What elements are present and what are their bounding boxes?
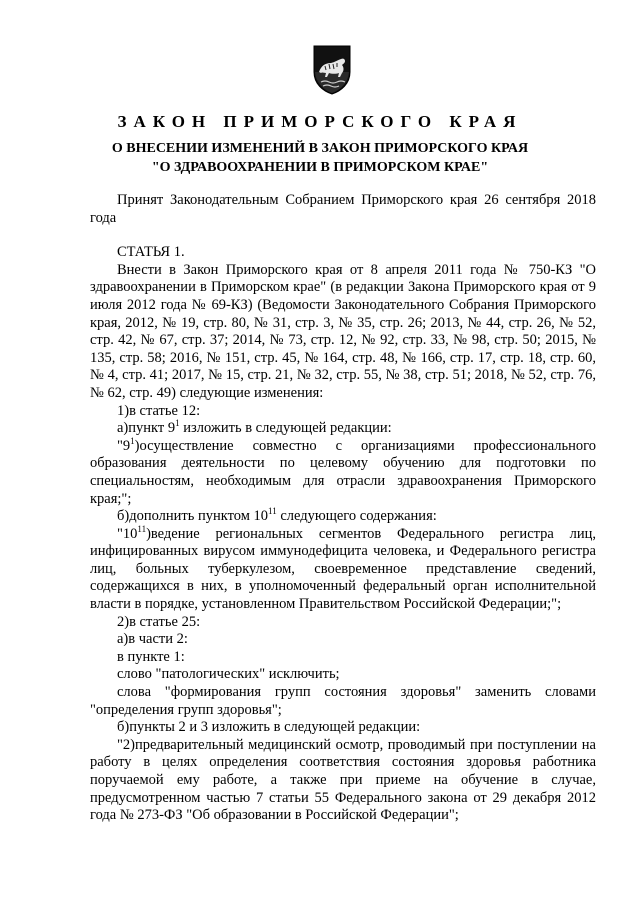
item-2b: б)пункты 2 и 3 изложить в следующей редакции:	[117, 719, 421, 736]
quote-3: "2)предварительный медицинский осмотр, проводимый при поступлении на работу в целях определения соответствия состояния здоровья работника поручаемой ему работе, а также при приеме на обучение в случае, предусмотренном частью 7 статьи 55 Федерального закона от 29 декабря 2012 года № 273-ФЗ "Об образовании в Российской Федерации";	[90, 736, 596, 824]
law-title: ЗАКОН ПРИМОРСКОГО КРАЯ	[117, 112, 523, 131]
subtitle-line-1: О ВНЕСЕНИИ ИЗМЕНЕНИЙ В ЗАКОН ПРИМОРСКОГО КРАЯ	[111, 141, 529, 156]
item-2a: а)в части 2:	[117, 631, 188, 648]
article-intro: Внести в Закон Приморского края от 8 апреля 2011 года № 750-КЗ "О здравоохранении в Приморском крае" (в редакции Закона Приморского края от 9 июля 2012 года № 69-КЗ) (Ведомости Законодательного Собрания Приморского края, 2012, № 19, стр. 80, № 31, стр. 3, № 35, стр. 26; 2013, № 44, стр. 26, № 52, стр. 42, № 67, стр. 37; 2014, № 73, стр. 12, № 92, стр. 33, № 98, стр. 50; 2015, № 135, стр. 58; 2016, № 151, стр. 45, № 164, стр. 48, № 166, стр. 17, стр. 18, стр. 60, № 4, стр. 41; 2017, № 15, стр. 21, № 32, стр. 55, № 38, стр. 51; 2018, № 52, стр. 76, № 62, стр. 49) следующие изменения:	[90, 261, 596, 401]
item-1b: б)дополнить пунктом $10^{11}$ следующего содержания:	[117, 506, 437, 525]
law-subtitle	[0, 139, 640, 177]
primorsky-krai-coat-of-arms-icon	[305, 42, 359, 96]
item-2a-word-1: слово "патологических" исключить;	[117, 666, 340, 683]
item-1a: а)пункт $9^1$ изложить в следующей редакции:	[117, 418, 392, 437]
item-1: 1)в статье 12:	[117, 402, 201, 419]
quote-1: "$9^1)осуществление$ совместно с организациями профессионального образования деятельности по целевому обучению для подготовки по специальностям, необходимым для отрасли здравоохранения Приморского края;";	[90, 435, 596, 507]
law-body	[90, 192, 596, 825]
quote-2: "$10^{11})ведение$ региональных сегментов Федерального регистра лиц, инфицированных вирусом иммунодефицита человека, и Федерального регистра лиц, больных туберкулезом, своевременное представление сведений, содержащихся в них, в уполномоченный федеральный орган исполнительной власти в порядке, установленном Правительством Российской Федерации;";	[90, 523, 596, 613]
item-2a-sub: в пункте 1:	[117, 648, 185, 665]
article-heading: СТАТЬЯ 1.	[117, 244, 185, 261]
item-2: 2)в статье 25:	[117, 613, 201, 630]
item-2a-word-2: слова "формирования групп состояния здоровья" заменить словами "определения групп здоровья";	[90, 684, 596, 718]
subtitle-line-2: "О ЗДРАВООХРАНЕНИИ В ПРИМОРСКОМ КРАЕ"	[151, 160, 489, 175]
adoption-note: Принят Законодательным Собранием Приморского края 26 сентября 2018 года	[90, 192, 596, 226]
